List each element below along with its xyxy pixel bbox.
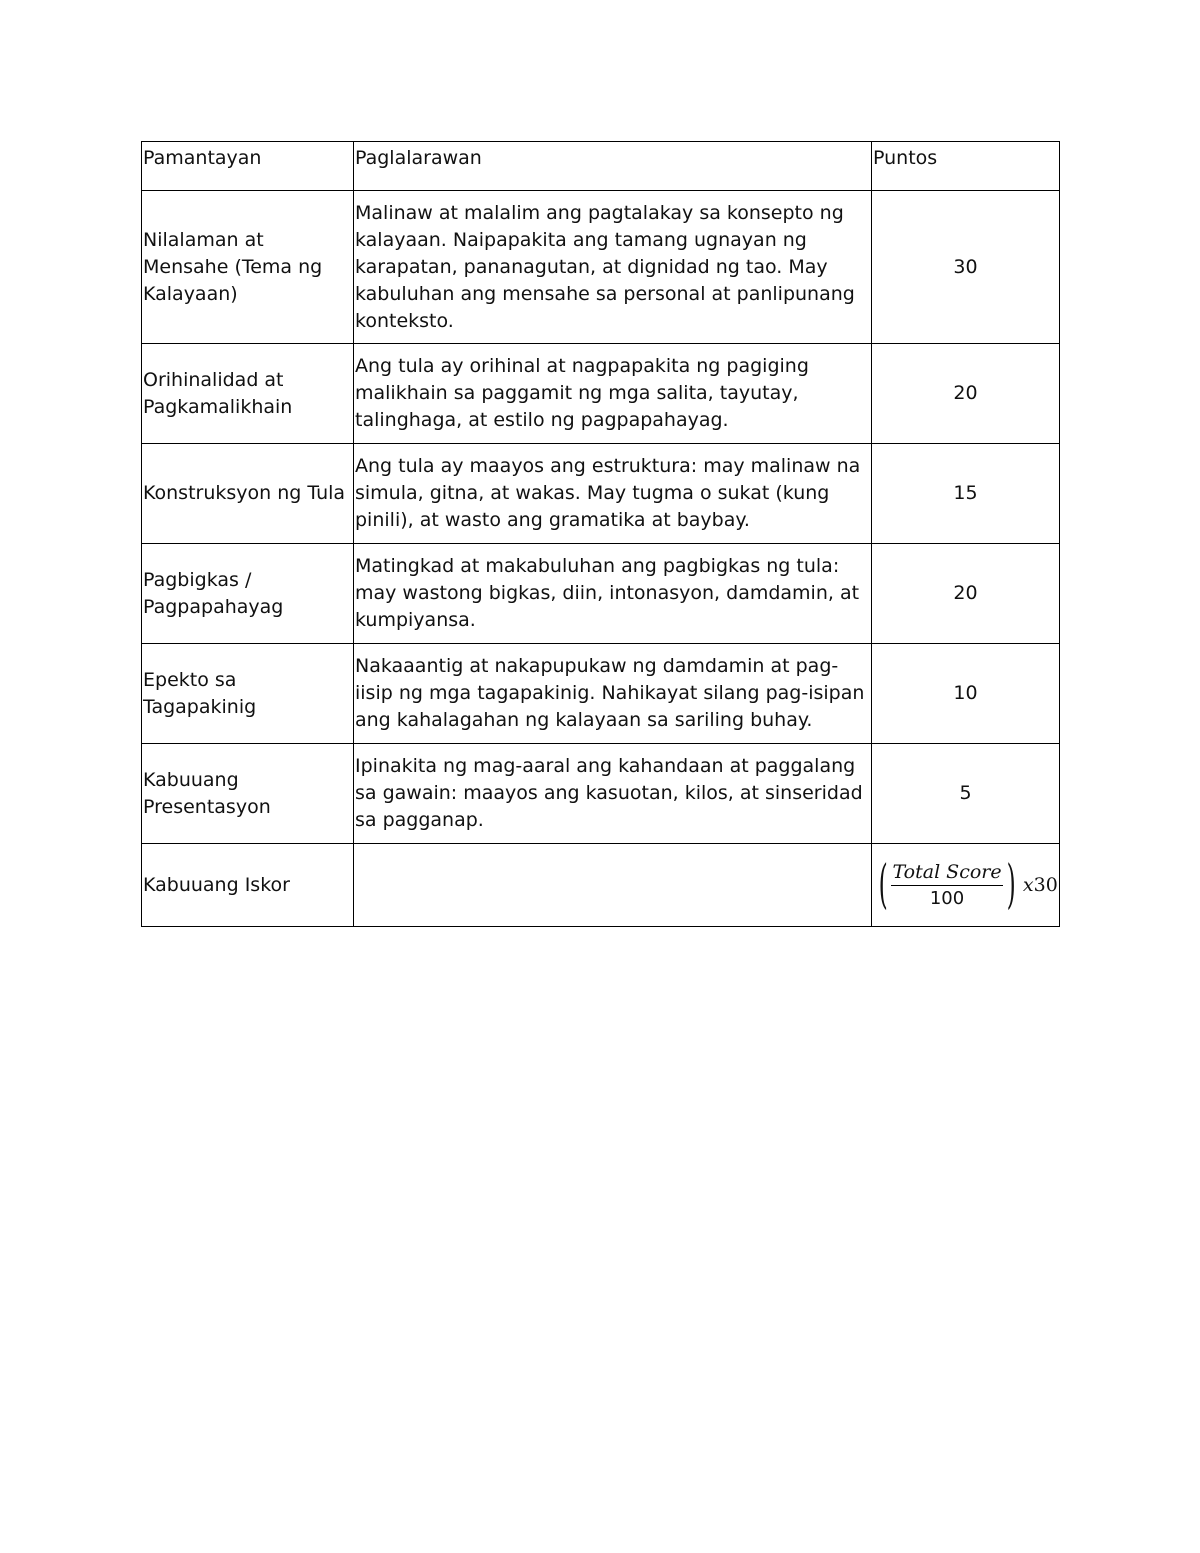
row-points: 20	[872, 544, 1060, 644]
table-row	[142, 644, 1060, 744]
table-header-row	[142, 142, 1060, 191]
row-description: Ang tula ay maayos ang estruktura: may malinaw na simula, gitna, at wakas. May tugma o sukat (kung pinili), at wasto ang gramatika at baybay.	[354, 444, 872, 544]
table-row	[142, 344, 1060, 444]
rubric-table	[141, 141, 1060, 927]
row-points: 30	[872, 191, 1060, 344]
header-points: Puntos	[872, 142, 1060, 191]
row-criterion: Konstruksyon ng Tula	[142, 444, 354, 544]
multiplier	[1022, 873, 1058, 896]
row-description: Matingkad at makabuluhan ang pagbigkas ng tula: may wastong bigkas, diin, intonasyon, damdamin, at kumpiyansa.	[354, 544, 872, 644]
row-criterion: Epekto sa Tagapakinig	[142, 644, 354, 744]
table-row	[142, 544, 1060, 644]
row-description: Ipinakita ng mag-aaral ang kahandaan at paggalang sa gawain: maayos ang kasuotan, kilos, at sinseridad sa pagganap.	[354, 744, 872, 844]
row-criterion: Orihinalidad at Pagkamalikhain	[142, 344, 354, 444]
row-points: 20	[872, 344, 1060, 444]
header-description: Paglalarawan	[354, 142, 872, 191]
table-row	[142, 744, 1060, 844]
row-description: Malinaw at malalim ang pagtalakay sa konsepto ng kalayaan. Naipapakita ang tamang ugnayan ng karapatan, pananagutan, at dignidad ng tao. May kabuluhan ang mensahe sa personal at panlipunang konteksto.	[354, 191, 872, 344]
total-row	[142, 844, 1060, 927]
total-formula-cell	[872, 844, 1060, 927]
row-criterion: Pagbigkas / Pagpapahayag	[142, 544, 354, 644]
row-description: Ang tula ay orihinal at nagpapakita ng pagiging malikhain sa paggamit ng mga salita, tayutay, talinghaga, at estilo ng pagpapahayag.	[354, 344, 872, 444]
fraction-numerator: Total Score	[891, 863, 1002, 886]
multiplier-symbol: x	[1022, 873, 1034, 896]
fraction	[891, 860, 1002, 909]
right-paren: )	[1006, 855, 1016, 915]
total-description	[354, 844, 872, 927]
header-criterion: Pamantayan	[142, 142, 354, 191]
row-criterion: Kabuuang Presentasyon	[142, 744, 354, 844]
row-criterion: Nilalaman at Mensahe (Tema ng Kalayaan)	[142, 191, 354, 344]
table-row	[142, 191, 1060, 344]
row-points: 5	[872, 744, 1060, 844]
multiplier-value: 30	[1033, 873, 1058, 896]
total-criterion: Kabuuang Iskor	[142, 844, 354, 927]
row-points: 15	[872, 444, 1060, 544]
table-row	[142, 444, 1060, 544]
row-points: 10	[872, 644, 1060, 744]
fraction-denominator: 100	[929, 887, 965, 909]
row-description: Nakaaantig at nakapupukaw ng damdamin at pag-iisip ng mga tagapakinig. Nahikayat silang pag-isipan ang kahalagahan ng kalayaan sa sariling buhay.	[354, 644, 872, 744]
score-formula	[873, 855, 1058, 915]
left-paren: (	[878, 855, 888, 915]
